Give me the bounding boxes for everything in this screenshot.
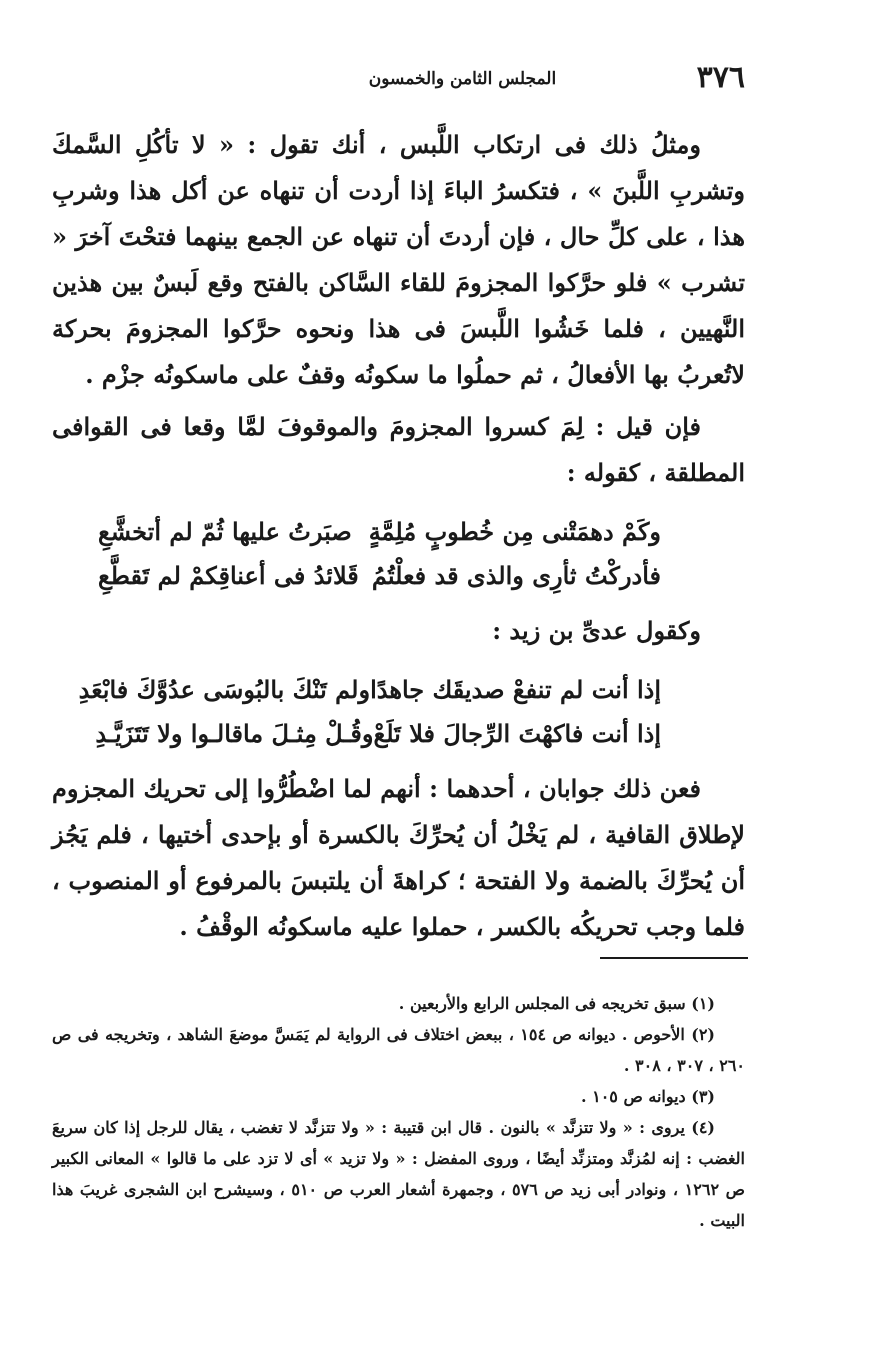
verse-line: [52, 712, 745, 756]
page-number: ٣٧٦: [696, 60, 745, 95]
verse-block-1: [52, 510, 745, 598]
verse-second-hemistich: ولم تَنْكَ بالبُوسَى عدُوَّكَ فابْعَدِ: [78, 675, 371, 704]
verse-line: [52, 668, 745, 712]
running-title: المجلس الثامن والخمسون: [368, 69, 557, 89]
footnote-1: (١) سبق تخريجه فى المجلس الرابع والأربعين .: [398, 994, 715, 1013]
verse-first-hemistich: إذا أنت فاكهْتَ الرِّجالَ فلا تَلَعْ: [373, 719, 661, 748]
paragraph-1: ومثلُ ذلك فى ارتكاب اللَّبس ، أنك تقول : « لا تأكُلِ السَّمكَ وتشربِ اللَّبنَ » ، فتكسرُ الباءَ إذا أردت أن تنهاه عن أكل هذا وشربِ هذا ، على كلِّ حال ، فإن أردتَ أن تنهاه عن الجمع بينهما فتحْتَ آخرَ « تشرب » فلو حرَّكوا المجزومَ للقاء السَّاكن بالفتح وقع لَبسٌ بين هذين النَّهيين ، فلما خَشُوا اللَّبسَ فى هذا ونحوه حرَّكوا المجزومَ بحركة لاتُعربُ بها الأفعالُ ، ثم حملُوا ما سكونُه وقفٌ على ماسكونُه جزْم .: [52, 130, 745, 389]
verse-second-hemistich: صبَرتُ عليها ثُمّ لم أتخشَّعِ: [98, 517, 352, 546]
paragraph-3: وكقول عدىِّ بن زيد :: [492, 616, 701, 645]
footnote-4: (٤) يروى : « ولا تتزنَّد » بالنون . قال ابن قتيبة : « ولا تتزنَّد لا تغضب ، يقال للرجل إذا كان سريعَ الغضب : إنه لمُزنَّد ومتزنِّد أيضًا ، وروى المفضل : « ولا تزيد » أى لا تزد على ما قالوا » المعانى الكبير ص ١٢٦٢ ، ونوادر أبى زيد ص ٥٧٦ ، وجمهرة أشعار العرب ص ٥١٠ ، وسيشرح ابن الشجرى غريبَ هذا البيت .: [52, 1118, 746, 1230]
paragraph-2: فإن قيل : لِمَ كسروا المجزومَ والموقوفَ لمَّا وقعا فى القوافى المطلقة ، كقوله :: [52, 412, 745, 487]
verse-line: [52, 510, 745, 554]
footnotes: [52, 988, 745, 1236]
verse-first-hemistich: فأدركْتُ ثأرِى والذى قد فعلْتُمُ: [371, 561, 661, 590]
page-header: [300, 58, 745, 98]
verse-first-hemistich: وكَمْ دهمَتْنى مِن خُطوبٍ مُلِمَّةٍ: [368, 517, 661, 546]
footnote-3: (٣) ديوانه ص ١٠٥ .: [580, 1087, 715, 1106]
footnote-divider: [600, 957, 748, 959]
footnote-2: (٢) الأحوص . ديوانه ص ١٥٤ ، ببعض اختلاف فى الرواية لم يَمَسَّ موضعَ الشاهد ، وتخريجه فى ص ٢٦٠ ، ٣٠٧ ، ٣٠٨ .: [52, 1025, 745, 1075]
main-text: [52, 122, 745, 950]
verse-first-hemistich: إذا أنت لم تنفعْ صديقَك جاهدًا: [370, 675, 661, 704]
verse-line: [52, 554, 745, 598]
verse-block-2: [52, 668, 745, 756]
verse-second-hemistich: قَلائدُ فى أعناقِكمْ لم تَقطَّعِ: [98, 561, 359, 590]
verse-second-hemistich: وقُـلْ مِثـلَ ماقالـوا ولا تَتَزَيَّـدِ: [95, 719, 374, 748]
paragraph-4: فعن ذلك جوابان ، أحدهما : أنهم لما اضْطُرُّوا إلى تحريك المجزوم لإطلاق القافية ، لم يَخْلُ أن يُحرِّكَ بالكسرة أو بإحدى أختيها ، فلم يَجُز أن يُحرِّكَ بالضمة ولا الفتحة ؛ كراهةَ أن يلتبسَ بالمرفوع أو المنصوب ، فلما وجب تحريكُه بالكسر ، حملوا عليه ماسكونُه الوقْفُ .: [52, 774, 745, 941]
